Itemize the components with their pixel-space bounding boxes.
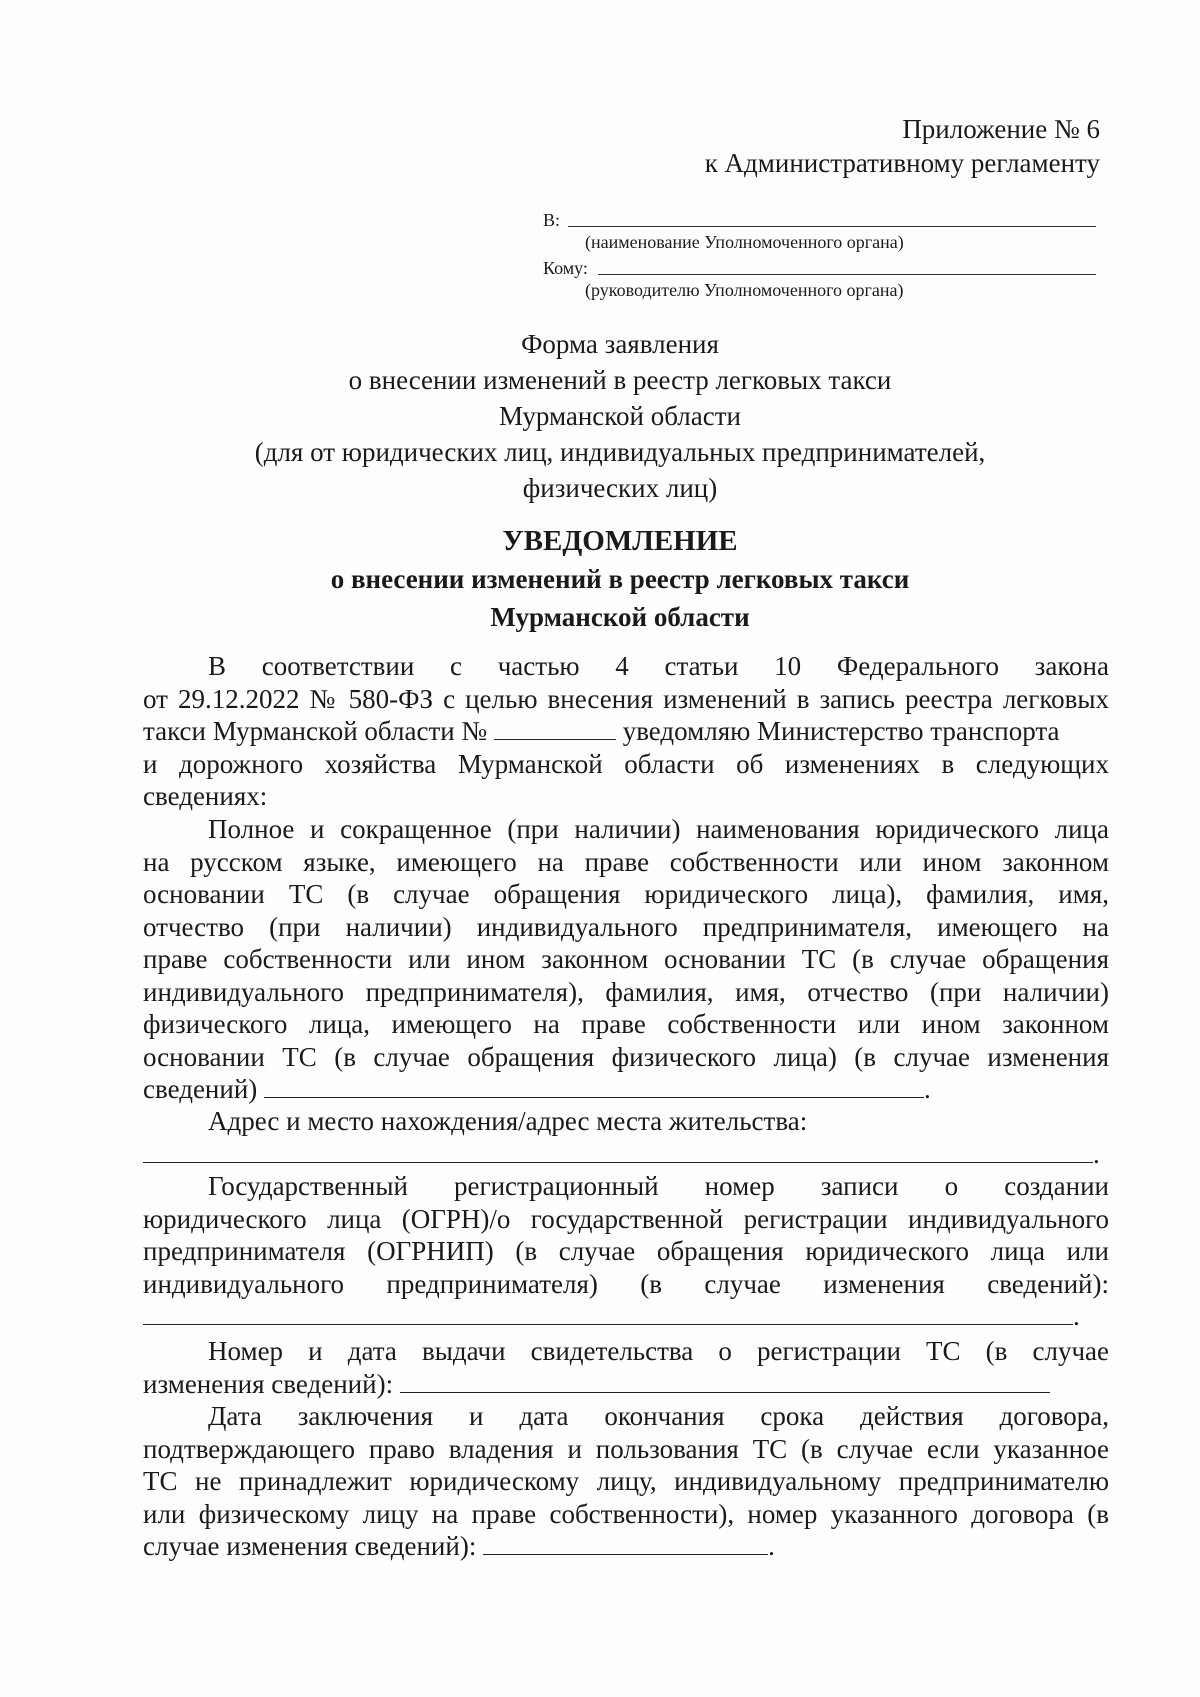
whom-label: Кому: [543,258,588,278]
notice-title [130,522,1110,636]
text-line: основании ТС (в случае обращения физического лица) (в случае изменения [143,1041,1109,1072]
certificate-field [400,1370,1050,1393]
form-title-line: о внесении изменений в реестр легковых такси [348,365,892,395]
text-line: индивидуального предпринимателя) (в случае изменения сведений): [143,1268,1109,1299]
text-line: Адрес и место нахождения/адрес места жительства: [208,1106,808,1136]
form-title [130,326,1110,506]
paragraph-contract [143,1400,1109,1563]
to-label: В: [543,210,561,230]
appendix-regulation: к Административному регламенту [704,148,1100,178]
text-line: Дата заключения и дата окончания срока действия договора, [208,1401,1109,1431]
text-line: Государственный регистрационный номер записи о создании [208,1171,1109,1201]
notice-heading: УВЕДОМЛЕНИЕ [502,525,738,557]
form-title-line: (для от юридических лиц, индивидуальных предпринимателей, [254,437,986,467]
text-line: сведениях: [143,781,268,811]
paragraph-certificate [143,1335,1109,1400]
text-line: или физическому лицу на праве собственности), номер указанного договора (в [143,1498,1109,1529]
text-line: от 29.12.2022 № 580-ФЗ с целью внесения изменений в запись реестра легковых [143,683,1109,714]
text-line: Полное и сокращенное (при наличии) наименования юридического лица [208,814,1109,844]
text-line: индивидуального предпринимателя), фамилия, имя, отчество (при наличии) [143,976,1109,1007]
paragraph-ogrn [143,1170,1109,1333]
text-line: такси Мурманской области № уведомляю Министерство транспорта [143,716,1060,746]
text-line: ТС не принадлежит юридическому лицу, индивидуальному предпринимателю [143,1466,1109,1496]
text-line: . [143,1138,1109,1171]
text-line: и дорожного хозяйства Мурманской области об изменениях в следующих [143,748,1109,779]
to-field-line [568,226,1096,227]
contract-field [483,1532,768,1555]
owner-name-field [264,1075,924,1098]
text-line: отчество (при наличии) индивидуального предпринимателя, имеющего на [143,911,1109,942]
notice-subtitle-line: о внесении изменений в реестр легковых такси [330,564,910,594]
address-field [143,1140,1093,1163]
text-line: основании ТС (в случае обращения юридического лица), фамилия, имя, [143,879,1109,909]
paragraph-owner-name [143,813,1109,1106]
text-line: . [143,1300,1109,1333]
form-title-line: Мурманской области [499,401,741,431]
paragraph-intro [143,650,1109,813]
text-line: юридического лица (ОГРН)/о государственной регистрации индивидуального [143,1203,1109,1234]
text-line: изменения сведений): [143,1368,1109,1401]
paragraph-address [143,1105,1109,1170]
text-line: праве собственности или ином законном основании ТС (в случае обращения [143,944,1109,974]
whom-field-line [598,274,1096,275]
text-line: подтверждающего право владения и пользования ТС (в случае если указанное [143,1433,1109,1464]
notice-subtitle-line: Мурманской области [490,602,750,632]
whom-hint: (руководителю Уполномоченного органа) [585,280,904,300]
form-title-line: Форма заявления [521,329,719,359]
text-line: предпринимателя (ОГРНИП) (в случае обращения юридического лица или [143,1236,1109,1266]
appendix-number: Приложение № 6 [902,114,1100,144]
form-title-line: физических лиц) [522,473,718,503]
to-hint: (наименование Уполномоченного органа) [585,232,904,252]
registry-number-field [494,717,616,740]
text-line: сведений) . [143,1074,931,1104]
text-line: В соответствии с частью 4 статьи 10 Федерального закона [208,651,1109,681]
text-line: на русском языке, имеющего на праве собственности или ином законном [143,846,1109,877]
text-line: физического лица, имеющего на праве собственности или ином законном [143,1009,1109,1039]
ogrn-field [143,1302,1073,1325]
text-line: случае изменения сведений): . [143,1531,775,1561]
text-line: Номер и дата выдачи свидетельства о регистрации ТС (в случае [208,1336,1109,1366]
